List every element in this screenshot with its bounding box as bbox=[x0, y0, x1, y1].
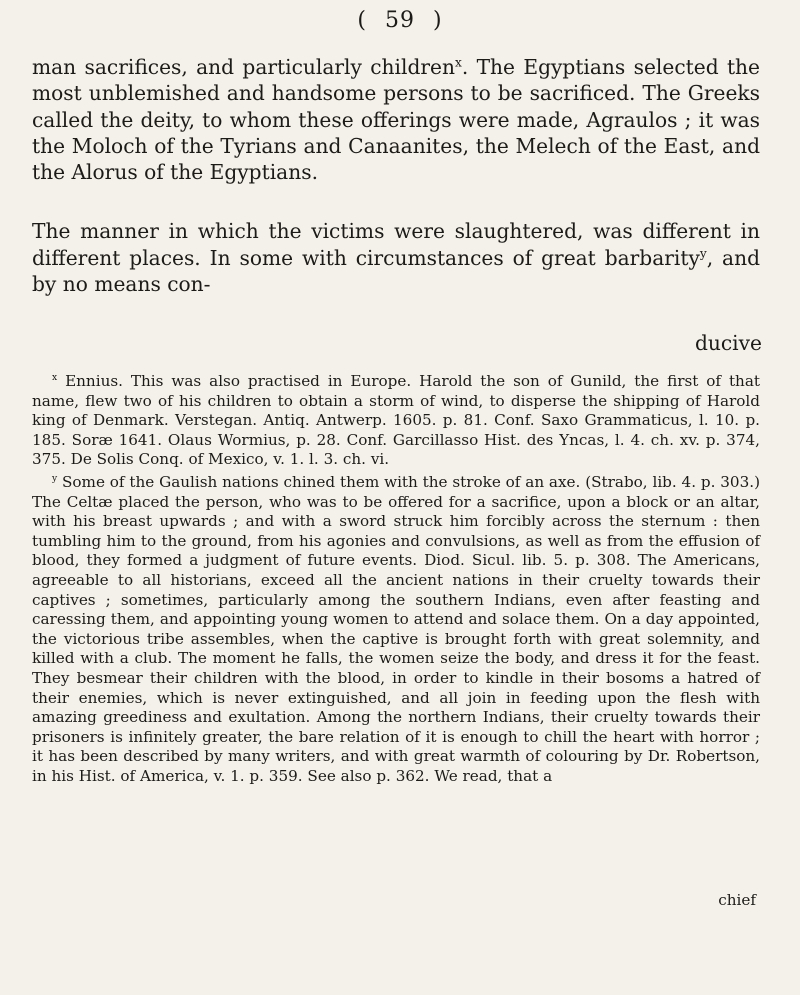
close-paren: ) bbox=[433, 8, 443, 33]
footnotes bbox=[32, 372, 760, 786]
footnote-ref-y: y bbox=[699, 246, 707, 261]
page-number: 59 bbox=[385, 8, 415, 33]
catchword-main: ducive bbox=[694, 331, 762, 355]
paragraph-1-text-b: . The Egyptians selected the most unblemished and handsome persons to be sacrificed. The Greeks called the deity, to whom these offerings were made, Agraulos ; it was the Moloch of the Tyrians and Canaanites, the Melech of the East, and the Alorus of the Egyptians. bbox=[32, 55, 761, 185]
footnote-mark-y: y bbox=[52, 473, 58, 484]
footnote-x-text: Ennius. This was also practised in Europe. Harold the son of Gunild, the first of that name, flew two of his children to obtain a storm of wind, to disperse the shipping of Harold king of Denmark. Verstegan. Antiq. Antwerp. 1605. p. 81. Conf. Saxo Grammaticus, l. 10. p. 185. Soræ 1641. Olaus Wormius, p. 28. Conf. Garcillasso Hist. des Yncas, l. 4. ch. xv. p. 374, 375. De Solis Conq. of Mexico, v. 1. l. 3. ch. vi. bbox=[32, 372, 761, 469]
open-paren: ( bbox=[357, 8, 367, 33]
paragraph-2-text-a: The manner in which the victims were slaughtered, was different in different places. In some with circumstances of great barbarity bbox=[32, 219, 760, 270]
footnote-ref-x: x bbox=[455, 55, 462, 70]
paragraph-2-text-b: , and by no means con- bbox=[32, 245, 761, 297]
paragraph-2 bbox=[32, 218, 760, 297]
catchword-footnotes: chief bbox=[718, 891, 756, 909]
paragraph-1 bbox=[32, 54, 760, 185]
page-header bbox=[0, 8, 800, 33]
footnote-mark-x: x bbox=[52, 372, 58, 383]
paragraph-1-text-a: man sacrifices, and particularly children bbox=[32, 55, 455, 79]
main-text bbox=[32, 54, 760, 297]
footnote-x bbox=[32, 372, 760, 470]
footnote-y bbox=[32, 473, 760, 787]
footnote-y-text: Some of the Gaulish nations chined them with the stroke of an axe. (Strabo, lib. 4. p. 303.) The Celtæ placed the person, who was to be offered for a sacrifice, upon a block or an altar, with his breast upwards ; and with a sword struck him forcibly across the sternum : then tumbling him to the ground, from his agonies and convulsions, as well as from the effusion of blood, they formed a judgment of future events. Diod. Sicul. lib. 5. p. 308. The Americans, agreeable to all historians, exceed all the ancient nations in their cruelty towards their captives ; sometimes, particularly among the southern Indians, even after feasting and caressing them, and appointing young women to attend and solace them. On a day appointed, the victorious tribe assembles, when the captive is brought forth with great solemnity, and killed with a club. The moment he falls, the women seize the body, and dress it for the feast. They besmear their children with the blood, in order to kindle in their bosoms a hatred of their enemies, which is never extinguished, and all join in feeding upon the flesh with amazing greediness and exultation. Among the northern Indians, their cruelty towards their prisoners is infinitely greater, the bare relation of it is enough to chill the heart with horror ; it has been described by many writers, and with great warmth of colouring by Dr. Robertson, in his Hist. of America, v. 1. p. 359. See also p. 362. We read, that a bbox=[32, 472, 761, 785]
